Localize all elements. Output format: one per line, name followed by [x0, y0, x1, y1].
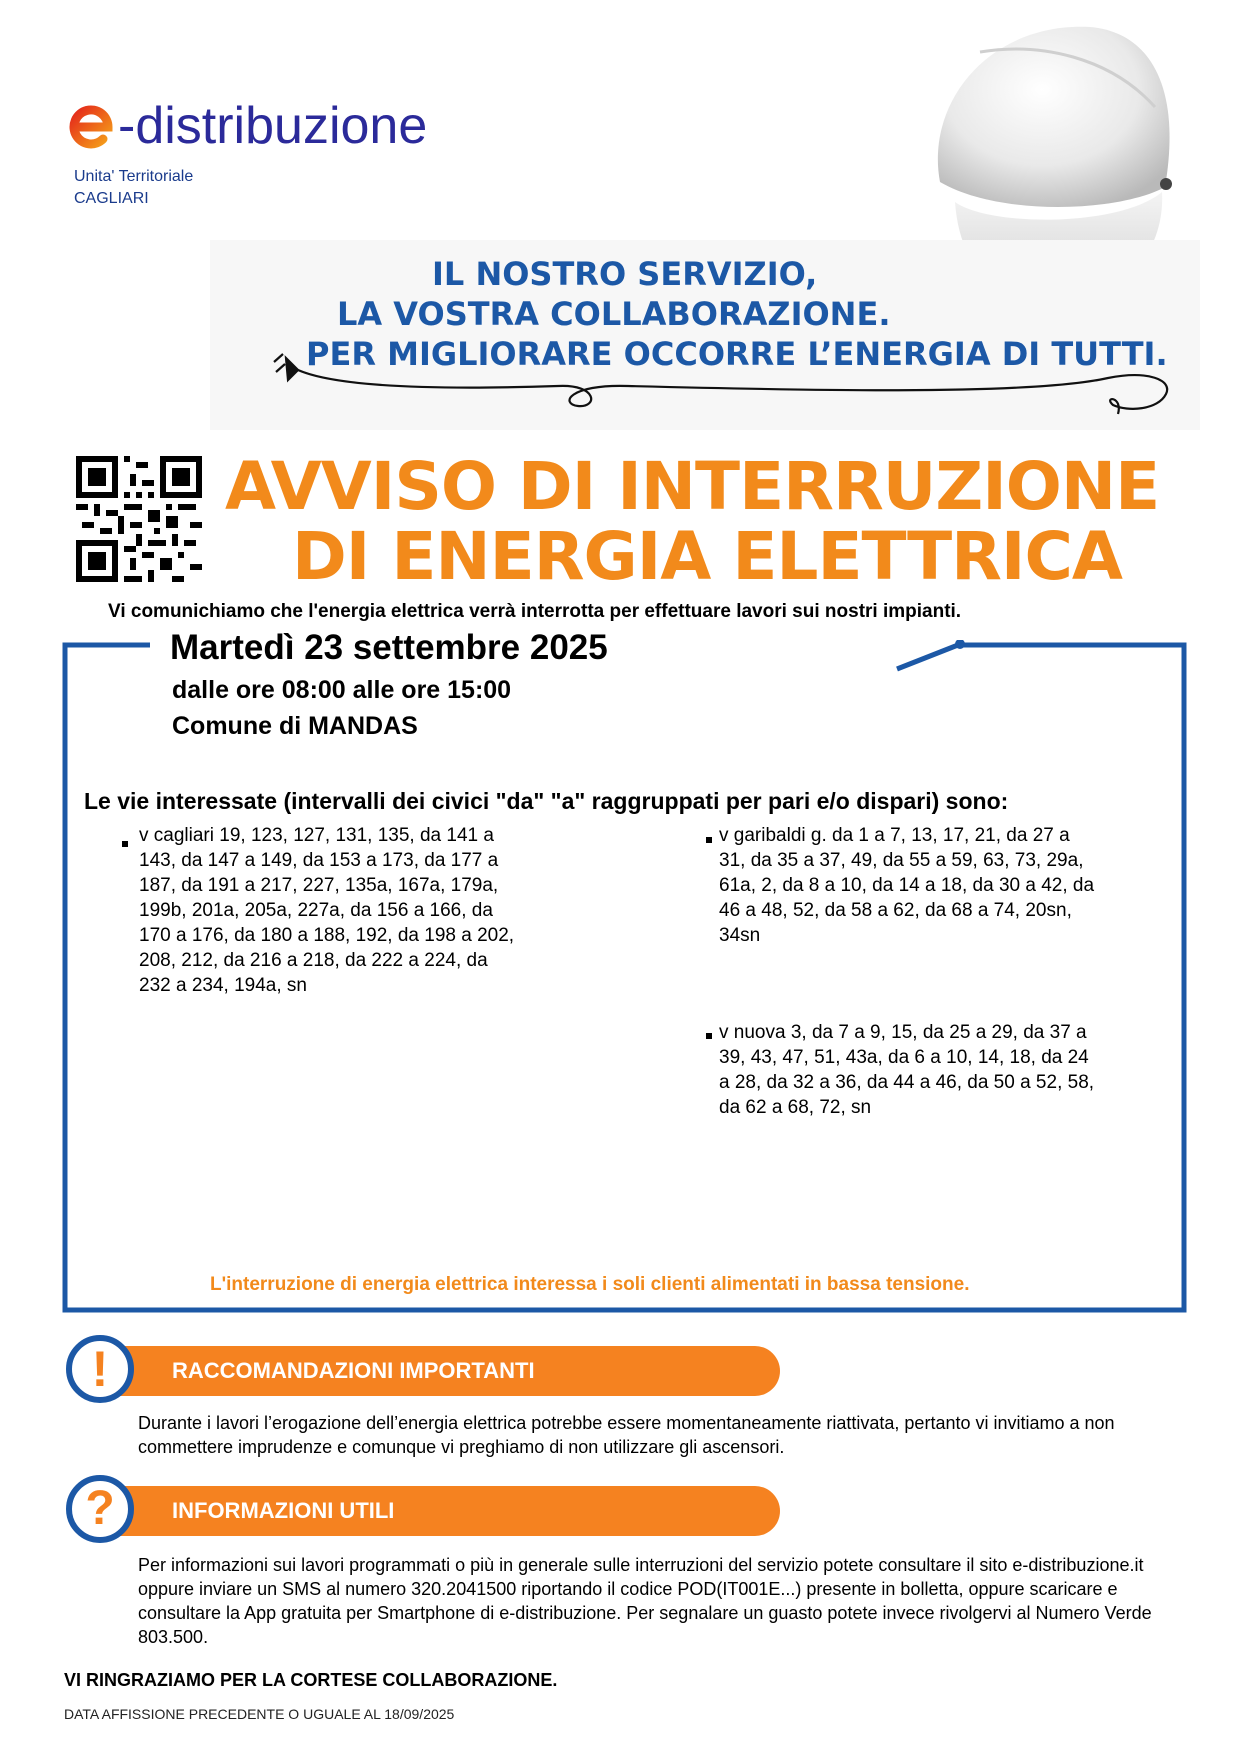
notice-title-line-1: AVVISO DI INTERRUZIONE	[225, 448, 1160, 525]
slogan-line-2: LA VOSTRA COLLABORAZIONE.	[337, 295, 891, 333]
low-voltage-note: L'interruzione di energia elettrica interessa i soli clienti alimentati in bassa tensione.	[210, 1274, 970, 1295]
e-distribuzione-logo-mark	[66, 100, 118, 152]
info-text: Per informazioni sui lavori programmati o più in generale sulle interruzioni del servizio potete consultare il sito e-distribuzione.it oppure inviare un SMS al numero 320.2041500 riportando il codice POD(IT001E...) presente in bolletta, oppure scaricare e consultare la App gratuita per Smartphone di e-distribuzione. Per segnalare un guasto potete invece rivolgervi al Numero Verde 803.500.	[138, 1555, 1152, 1647]
exclamation-icon: !	[66, 1335, 134, 1403]
street-item-cagliari: v cagliari 19, 123, 127, 131, 135, da 141 a 143, da 147 a 149, da 153 a 173, da 177 a 187, da 191 a 217, 227, 135a, 167a, 179a, 199b, 201a, 205a, 227a, da 156 a 166, da 170 a 176, da 180 a 188, 192, da 198 a 202, 208, 212, da 216 a 218, da 222 a 224, da 232 a 234, 194a, sn	[139, 825, 515, 996]
unit-city: CAGLIARI	[74, 190, 149, 207]
slogan-line-1: IL NOSTRO SERVIZIO,	[432, 255, 818, 293]
list-bullet	[122, 841, 128, 847]
list-bullet	[706, 837, 712, 843]
list-bullet	[706, 1033, 712, 1039]
notice-title-line-2: DI ENERGIA ELETTRICA	[292, 518, 1123, 595]
street-item-garibaldi: v garibaldi g. da 1 a 7, 13, 17, 21, da 27 a 31, da 35 a 37, 49, da 55 a 59, 63, 73, 29a, 61a, 2, da 8 a 10, da 14 a 18, da 30 a 42, da 46 a 48, 52, da 58 a 62, da 68 a 74, 20sn, 34sn	[719, 825, 1095, 946]
municipality: Comune di MANDAS	[172, 712, 418, 740]
thanks-line: VI RINGRAZIAMO PER LA CORTESE COLLABORAZIONE.	[64, 1670, 558, 1690]
interruption-date: Martedì 23 settembre 2025	[170, 628, 608, 667]
info-title: INFORMAZIONI UTILI	[172, 1498, 395, 1523]
question-icon: ?	[66, 1475, 134, 1543]
unit-label: Unita' Territoriale	[74, 168, 194, 185]
recommendations-title: RACCOMANDAZIONI IMPORTANTI	[172, 1358, 535, 1383]
logo-text: -distribuzione	[118, 97, 428, 155]
slogan-line-3: PER MIGLIORARE OCCORRE L’ENERGIA DI TUTTI.	[306, 335, 1168, 373]
qr-code	[76, 456, 202, 582]
recommendations-text: Durante i lavori l’erogazione dell’energia elettrica potrebbe essere momentaneamente riattivata, pertanto vi invitiamo a non commettere imprudenze e comunque vi preghiamo di non utilizzare gli ascensori.	[138, 1413, 1115, 1457]
affixion-date: DATA AFFISSIONE PRECEDENTE O UGUALE AL 18/09/2025	[64, 1706, 455, 1722]
plug-cable-icon	[268, 350, 1178, 430]
street-item-nuova: v nuova 3, da 7 a 9, 15, da 25 a 29, da 37 a 39, 43, 47, 51, 43a, da 6 a 10, 14, 18, da 24 a 28, da 32 a 36, da 44 a 46, da 50 a 52, 58, da 62 a 68, 72, sn	[719, 1022, 1095, 1118]
notice-intro: Vi comunichiamo che l'energia elettrica verrà interrotta per effettuare lavori sui nostri impianti.	[108, 601, 962, 622]
interruption-hours: dalle ore 08:00 alle ore 15:00	[172, 676, 512, 704]
streets-title: Le vie interessate (intervalli dei civici "da" "a" raggruppati per pari e/o dispari) sono:	[84, 788, 1009, 814]
